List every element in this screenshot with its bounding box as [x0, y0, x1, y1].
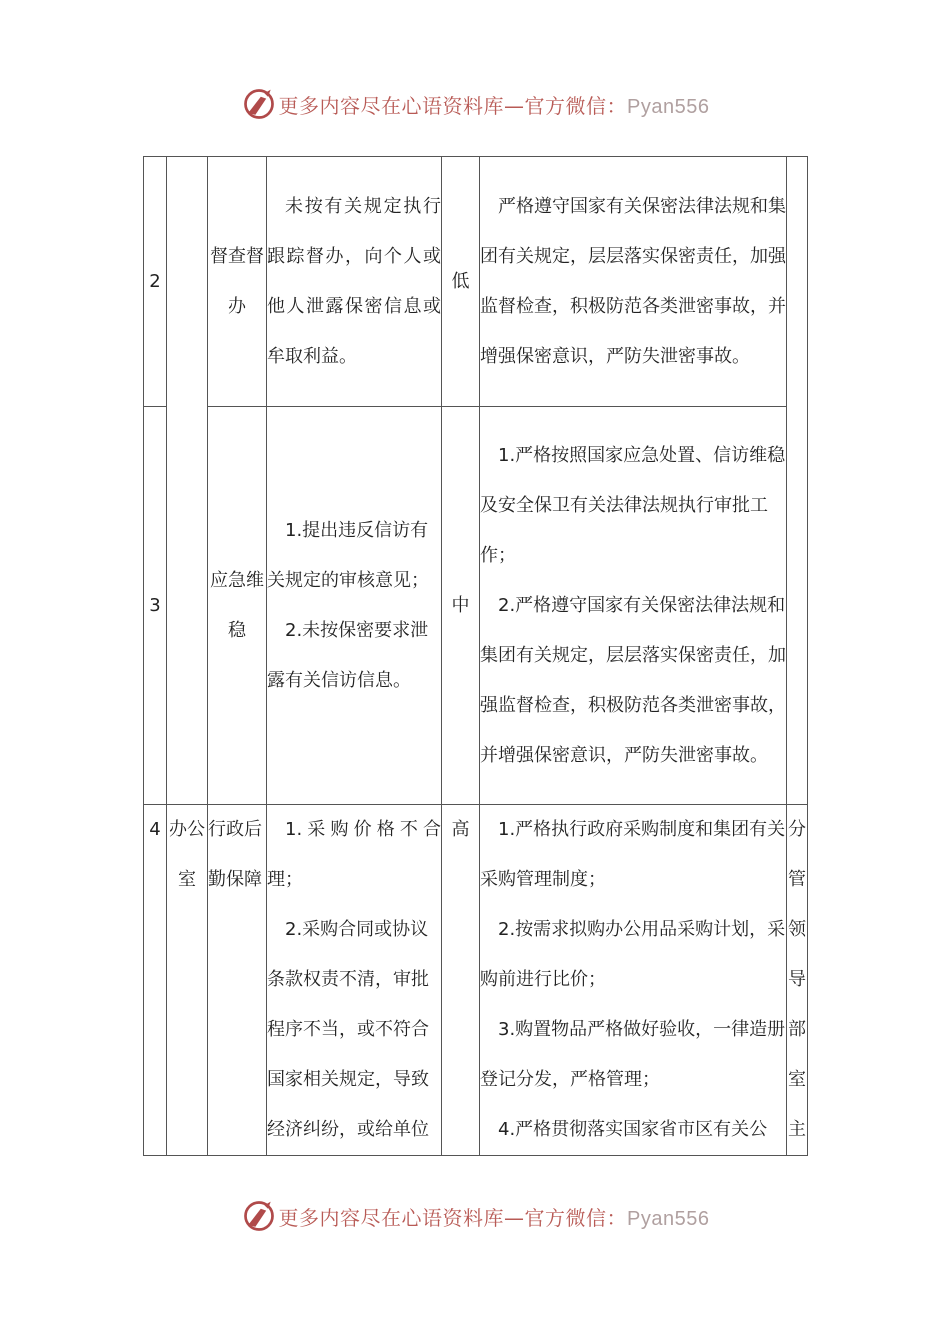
- risk-cell: [267, 157, 442, 407]
- item-cell: 督查督办: [208, 157, 267, 407]
- risk-text: 2.采购合同或协议条款权责不清，审批程序不当，或不符合国家相关规定，导致经济纠纷，或给单位: [267, 919, 429, 1140]
- measures-text: 2.严格遵守国家有关保密法律法规和集团有关规定，层层落实保密责任，加强监督检查，积极防范各类泄密事故，并增强保密意识，严防失泄密事故。: [480, 594, 786, 766]
- risk-text: 未按有关规定执行跟踪督办，向个人或他人泄露保密信息或牟取利益。: [267, 195, 441, 367]
- department-cell: [167, 157, 208, 805]
- owner-cell: [787, 157, 808, 805]
- risk-text: 2.未按保密要求泄露有关信访信息。: [267, 619, 429, 691]
- measures-text: 3.购置物品严格做好验收，一律造册登记分发，严格管理；: [480, 1019, 786, 1090]
- risk-cell: [267, 407, 442, 805]
- risk-text: 1.采购价格不合理；: [267, 819, 441, 890]
- table-row: [144, 805, 808, 1156]
- risk-text: 1.提出违反信访有关规定的审核意见；: [267, 519, 429, 591]
- footer-banner: [0, 1196, 950, 1236]
- measures-text: 1.严格按照国家应急处置、信访维稳及安全保卫有关法律法规执行审批工作；: [480, 444, 786, 566]
- logo-icon: [241, 86, 277, 122]
- department-cell: 办公室: [167, 805, 208, 1156]
- item-cell: 应急维稳: [208, 407, 267, 805]
- logo-icon: [241, 1198, 277, 1234]
- risk-table: [143, 156, 808, 1156]
- risk-level: 低: [442, 157, 480, 407]
- measures-text: 1.严格执行政府采购制度和集团有关采购管理制度；: [480, 819, 786, 890]
- risk-level: 中: [442, 407, 480, 805]
- banner-text: 更多内容尽在心语资料库—官方微信：Pyan556: [278, 1205, 710, 1230]
- risk-level: 高: [442, 805, 480, 1156]
- risk-cell: [267, 805, 442, 1156]
- item-cell: 行政后勤保障: [208, 805, 267, 1156]
- row-number: 4: [144, 805, 167, 1156]
- measures-cell: [480, 407, 787, 805]
- owner-cell: 分管领导部室主: [787, 805, 808, 1156]
- measures-text: 2.按需求拟购办公用品采购计划，采购前进行比价；: [480, 919, 786, 990]
- table-row: [144, 407, 808, 805]
- measures-text: 4.严格贯彻落实国家省市区有关公: [498, 1119, 768, 1140]
- row-number: 2: [144, 157, 167, 407]
- measures-cell: [480, 157, 787, 407]
- banner-text: 更多内容尽在心语资料库—官方微信：Pyan556: [278, 93, 710, 118]
- measures-text: 严格遵守国家有关保密法律法规和集团有关规定，层层落实保密责任，加强监督检查，积极防范各类泄密事故，并增强保密意识，严防失泄密事故。: [480, 195, 786, 367]
- header-banner: [0, 84, 950, 124]
- measures-cell: [480, 805, 787, 1156]
- row-number: 3: [144, 407, 167, 805]
- table-row: [144, 157, 808, 407]
